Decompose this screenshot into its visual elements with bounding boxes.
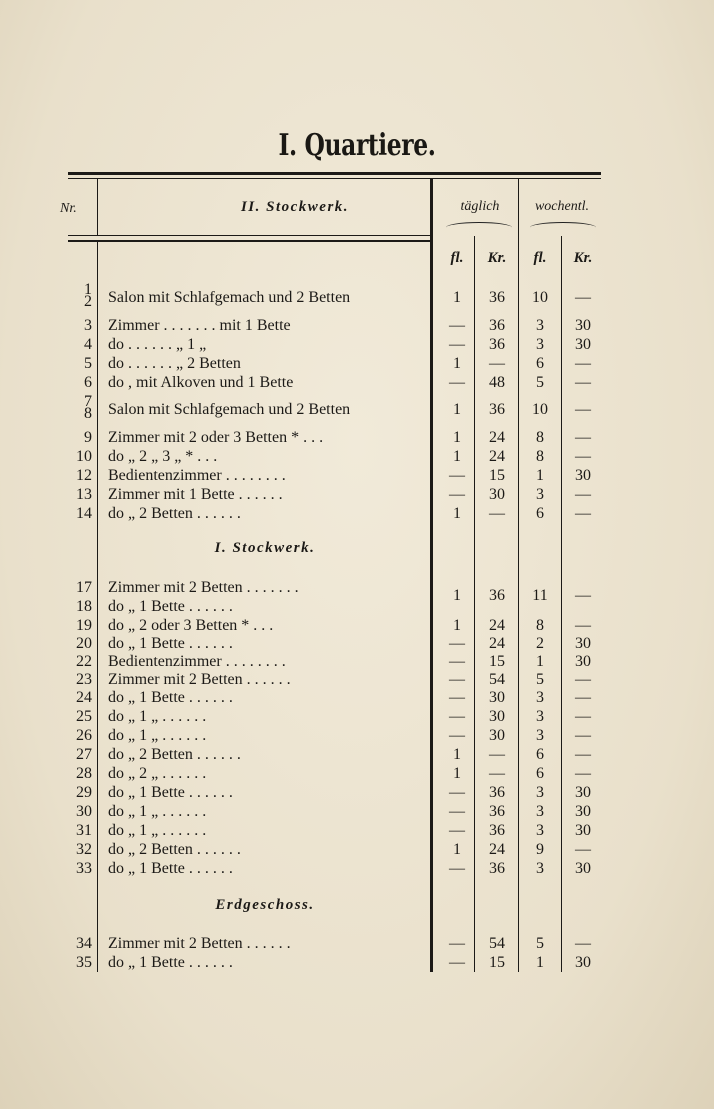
row-wkr: — (575, 765, 591, 782)
row-kr: 30 (489, 689, 505, 706)
row-desc: do „ 2 Betten . . . . . . (108, 505, 241, 522)
row-kr: 36 (489, 317, 505, 334)
row-fl: — (449, 467, 465, 484)
table-row (0, 726, 714, 745)
row-fl: — (449, 784, 465, 801)
table-row (0, 393, 714, 422)
row-wfl: 8 (536, 429, 544, 446)
header-top-rule-thin (68, 178, 601, 179)
row-wkr: — (575, 689, 591, 706)
row-kr: — (489, 765, 505, 782)
row-kr: 30 (489, 727, 505, 744)
header-nr: Nr. (60, 201, 77, 216)
table-row (0, 428, 714, 447)
row-wfl: 2 (536, 635, 544, 652)
unit-kr-daily: Kr. (487, 250, 507, 266)
row-nr: 1 2 (84, 281, 92, 310)
row-fl: — (449, 935, 465, 952)
row-nr: 25 (76, 708, 92, 725)
row-desc: Zimmer mit 2 Betten . . . . . . (108, 935, 291, 952)
row-kr: 36 (489, 336, 505, 353)
row-wfl: 3 (536, 860, 544, 877)
row-wfl: 8 (536, 448, 544, 465)
row-nr: 18 (76, 598, 92, 615)
row-fl: — (449, 822, 465, 839)
table-row (0, 821, 714, 840)
row-wkr: 30 (575, 467, 591, 484)
row-desc: do . . . . . . „ 1 „ (108, 336, 207, 353)
row-desc: do „ 1 „ . . . . . . (108, 708, 207, 725)
row-desc: Zimmer mit 1 Bette . . . . . . (108, 486, 283, 503)
row-nr: 7 8 (84, 393, 92, 422)
table-row (0, 764, 714, 783)
row-kr: 36 (489, 401, 505, 418)
row-kr: 48 (489, 374, 505, 391)
merged-kr: 36 (489, 587, 505, 604)
row-kr: 24 (489, 841, 505, 858)
row-wkr: 30 (575, 635, 591, 652)
row-fl: 1 (453, 765, 461, 782)
header-brace-daily (446, 222, 512, 233)
row-desc: do „ 1 Bette . . . . . . (108, 598, 233, 615)
row-desc: Bedientenzimmer . . . . . . . . (108, 467, 286, 484)
row-nr: 14 (76, 505, 92, 522)
row-desc: do „ 1 „ . . . . . . (108, 803, 207, 820)
row-wfl: 6 (536, 505, 544, 522)
row-nr: 27 (76, 746, 92, 763)
row-desc: Zimmer . . . . . . . mit 1 Bette (108, 317, 291, 334)
row-fl: 1 (453, 505, 461, 522)
row-nr: 24 (76, 689, 92, 706)
row-wkr: — (575, 355, 591, 372)
table-row (0, 953, 714, 972)
row-wfl: 5 (536, 935, 544, 952)
unit-fl-daily: fl. (450, 250, 464, 266)
row-desc: Salon mit Schlafgemach und 2 Betten (108, 401, 351, 418)
table-row (0, 466, 714, 485)
header-section: II. Stockwerk. (240, 199, 350, 215)
table-row (0, 578, 714, 597)
row-wfl: 3 (536, 336, 544, 353)
row-wkr: 30 (575, 336, 591, 353)
row-fl: 1 (453, 448, 461, 465)
table-row (0, 670, 714, 689)
row-fl: — (449, 954, 465, 971)
merged-fl: 1 (453, 587, 461, 604)
row-fl: — (449, 671, 465, 688)
table-row (0, 504, 714, 523)
row-nr: 9 (84, 429, 92, 446)
row-nr: 32 (76, 841, 92, 858)
row-nr: 28 (76, 765, 92, 782)
row-desc: do „ 2 „ . . . . . . (108, 765, 207, 782)
row-nr: 23 (76, 671, 92, 688)
table-row (0, 859, 714, 878)
row-wfl: 3 (536, 822, 544, 839)
row-desc: do . . . . . . „ 2 Betten (108, 355, 241, 372)
row-kr: 30 (489, 486, 505, 503)
row-nr: 35 (76, 954, 92, 971)
table-row (0, 688, 714, 707)
table-row (0, 373, 714, 392)
unit-kr-weekly: Kr. (573, 250, 593, 266)
row-wkr: 30 (575, 784, 591, 801)
row-wkr: — (575, 401, 591, 418)
row-wfl: 3 (536, 727, 544, 744)
row-fl: 1 (453, 841, 461, 858)
row-kr: 36 (489, 784, 505, 801)
row-kr: 24 (489, 429, 505, 446)
row-desc: Zimmer mit 2 Betten . . . . . . (108, 671, 291, 688)
table-row (0, 745, 714, 764)
row-desc: do „ 1 „ . . . . . . (108, 822, 207, 839)
row-kr: 24 (489, 617, 505, 634)
row-fl: — (449, 727, 465, 744)
unit-fl-weekly: fl. (533, 250, 547, 266)
row-fl: — (449, 486, 465, 503)
row-nr: 22 (76, 653, 92, 670)
header-top-rule (68, 172, 601, 175)
row-kr: 15 (489, 653, 505, 670)
row-kr: 54 (489, 671, 505, 688)
table-row (0, 934, 714, 953)
row-desc: do , mit Alkoven und 1 Bette (108, 374, 294, 391)
row-nr: 31 (76, 822, 92, 839)
row-kr: 36 (489, 289, 505, 306)
row-desc: do „ 2 Betten . . . . . . (108, 746, 241, 763)
row-wfl: 6 (536, 765, 544, 782)
row-nr: 13 (76, 486, 92, 503)
row-wfl: 9 (536, 841, 544, 858)
row-kr: 36 (489, 860, 505, 877)
table-row (0, 485, 714, 504)
row-nr: 4 (84, 336, 92, 353)
row-wkr: 30 (575, 653, 591, 670)
row-desc: do „ 1 Bette . . . . . . (108, 860, 233, 877)
row-nr: 30 (76, 803, 92, 820)
row-nr: 26 (76, 727, 92, 744)
merged-wfl: 11 (532, 587, 548, 604)
row-wkr: — (575, 746, 591, 763)
row-wfl: 3 (536, 803, 544, 820)
header-woechentl: wochentl. (534, 199, 590, 214)
table-row (0, 335, 714, 354)
row-kr: 36 (489, 822, 505, 839)
header-bottom-rule-2 (68, 240, 430, 242)
row-nr: 10 (76, 448, 92, 465)
row-desc: do „ 1 „ . . . . . . (108, 727, 207, 744)
row-wfl: 5 (536, 671, 544, 688)
table-row (0, 783, 714, 802)
row-wfl: 6 (536, 746, 544, 763)
row-fl: — (449, 803, 465, 820)
row-wkr: — (575, 671, 591, 688)
row-wkr: — (575, 429, 591, 446)
col-rule-nr (97, 178, 98, 235)
row-kr: — (489, 355, 505, 372)
row-wfl: 5 (536, 374, 544, 391)
row-wkr: 30 (575, 822, 591, 839)
table-row (0, 840, 714, 859)
row-kr: 24 (489, 635, 505, 652)
row-wfl: 3 (536, 486, 544, 503)
header-taeglich: täglich (460, 199, 500, 214)
row-fl: 1 (453, 401, 461, 418)
row-wkr: — (575, 935, 591, 952)
row-fl: — (449, 708, 465, 725)
row-nr: 33 (76, 860, 92, 877)
table-row (0, 447, 714, 466)
row-wfl: 10 (532, 289, 548, 306)
row-nr: 3 (84, 317, 92, 334)
row-fl: — (449, 336, 465, 353)
row-wfl: 6 (536, 355, 544, 372)
row-fl: — (449, 860, 465, 877)
row-fl: 1 (453, 429, 461, 446)
merged-wkr: — (575, 587, 591, 604)
table-row (0, 802, 714, 821)
row-fl: — (449, 653, 465, 670)
table-row (0, 281, 714, 310)
row-wfl: 3 (536, 784, 544, 801)
row-wkr: — (575, 505, 591, 522)
header-bottom-rule (68, 235, 430, 236)
table-row (0, 707, 714, 726)
table-row (0, 354, 714, 373)
row-wfl: 3 (536, 317, 544, 334)
row-fl: 1 (453, 289, 461, 306)
row-kr: 15 (489, 954, 505, 971)
row-wfl: 8 (536, 617, 544, 634)
row-wkr: — (575, 289, 591, 306)
page-title: I. Quartiere. (278, 128, 436, 163)
row-fl: — (449, 374, 465, 391)
row-wkr: 30 (575, 317, 591, 334)
table-row (0, 652, 714, 671)
row-wfl: 1 (536, 954, 544, 971)
row-desc: do „ 2 „ 3 „ * . . . (108, 448, 218, 465)
row-nr: 12 (76, 467, 92, 484)
row-nr: 29 (76, 784, 92, 801)
row-nr: 17 (76, 579, 92, 596)
row-wkr: — (575, 486, 591, 503)
table-row (0, 597, 714, 616)
row-kr: 24 (489, 448, 505, 465)
row-fl: 1 (453, 355, 461, 372)
row-nr: 6 (84, 374, 92, 391)
row-desc: do „ 2 oder 3 Betten * . . . (108, 617, 274, 634)
row-desc: Salon mit Schlafgemach und 2 Betten (108, 289, 351, 306)
row-kr: 15 (489, 467, 505, 484)
row-desc: do „ 1 Bette . . . . . . (108, 954, 233, 971)
section-heading-1: I. Stockwerk. (214, 540, 316, 556)
row-wkr: — (575, 708, 591, 725)
row-wfl: 10 (532, 401, 548, 418)
row-desc: do „ 1 Bette . . . . . . (108, 635, 233, 652)
row-nr: 19 (76, 617, 92, 634)
row-fl: — (449, 689, 465, 706)
table-row (0, 316, 714, 335)
row-kr: 30 (489, 708, 505, 725)
row-wfl: 3 (536, 708, 544, 725)
row-wkr: — (575, 841, 591, 858)
header-brace-weekly (530, 222, 596, 233)
section-heading-ground: Erdgeschoss. (215, 897, 315, 913)
row-kr: — (489, 505, 505, 522)
row-fl: 1 (453, 746, 461, 763)
row-desc: do „ 2 Betten . . . . . . (108, 841, 241, 858)
row-nr: 5 (84, 355, 92, 372)
row-wkr: — (575, 617, 591, 634)
row-kr: 36 (489, 803, 505, 820)
row-kr: — (489, 746, 505, 763)
row-fl: — (449, 317, 465, 334)
row-desc: do „ 1 Bette . . . . . . (108, 689, 233, 706)
row-wfl: 3 (536, 689, 544, 706)
row-wkr: — (575, 727, 591, 744)
row-wkr: 30 (575, 860, 591, 877)
row-kr: 54 (489, 935, 505, 952)
row-nr: 34 (76, 935, 92, 952)
table-row (0, 634, 714, 653)
row-wkr: — (575, 448, 591, 465)
table-row (0, 616, 714, 635)
row-desc: Zimmer mit 2 Betten . . . . . . . (108, 579, 299, 596)
row-wkr: — (575, 374, 591, 391)
row-nr: 20 (76, 635, 92, 652)
row-desc: Zimmer mit 2 oder 3 Betten * . . . (108, 429, 324, 446)
row-wfl: 1 (536, 467, 544, 484)
row-fl: 1 (453, 617, 461, 634)
row-wkr: 30 (575, 803, 591, 820)
row-desc: Bedientenzimmer . . . . . . . . (108, 653, 286, 670)
row-fl: — (449, 635, 465, 652)
row-wkr: 30 (575, 954, 591, 971)
row-desc: do „ 1 Bette . . . . . . (108, 784, 233, 801)
row-wfl: 1 (536, 653, 544, 670)
